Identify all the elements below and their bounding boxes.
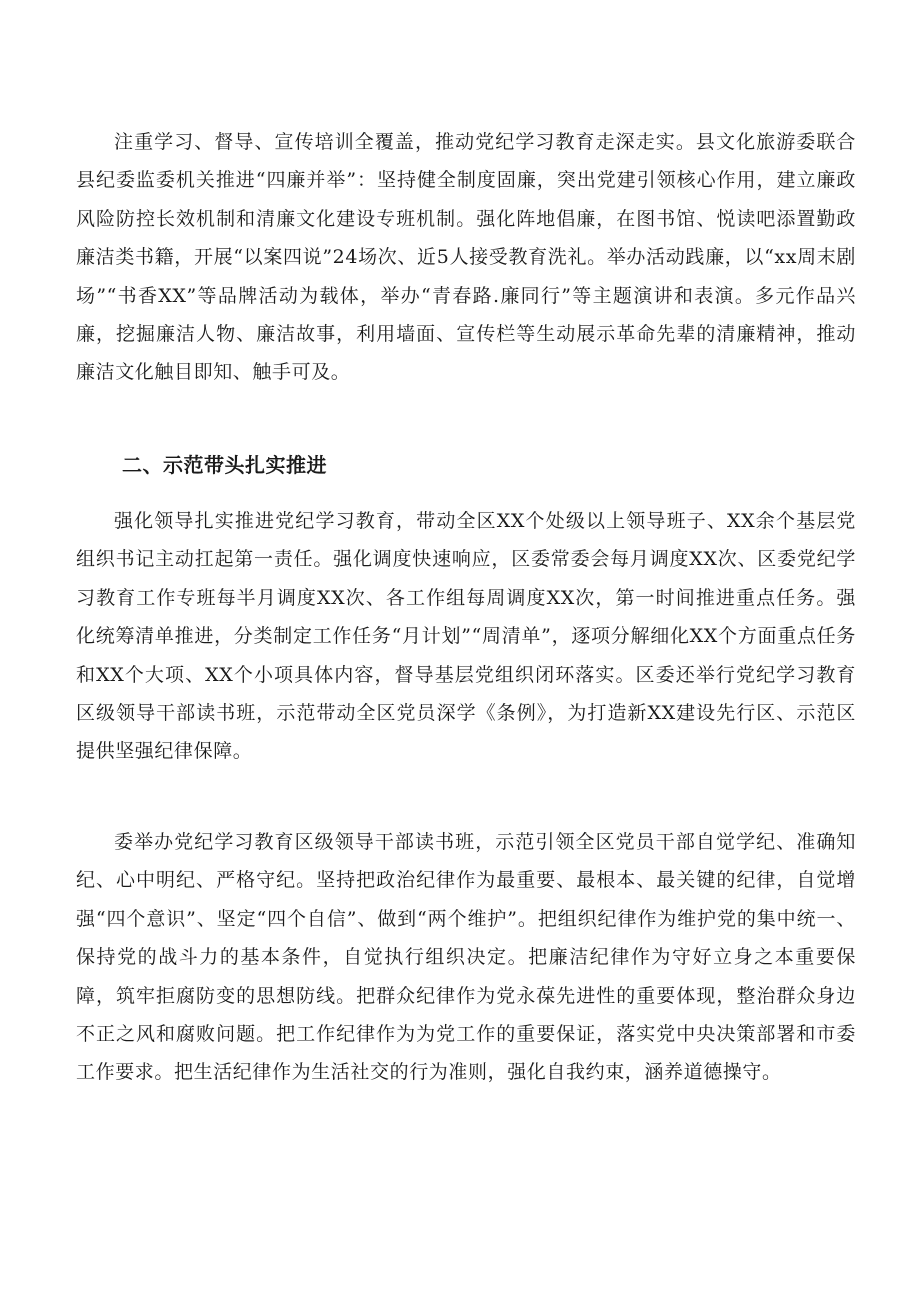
section-heading-2: 二、示范带头扎实推进 [122, 453, 327, 477]
paragraph-culture-tourism: 注重学习、督导、宣传培训全覆盖，推动党纪学习教育走深走实。县文化旅游委联合县纪委监委机关推进“四廉并举”：坚持健全制度固廉，突出党建引领核心作用，建立廉政风险防控长效机制和清廉文化建设专班机制。强化阵地倡廉，在图书馆、悦读吧添置勤政廉洁类书籍，开展“以案四说”24场次、近5人接受教育洗礼。举办活动践廉，以“xx周末剧场”“书香XX”等品牌活动为载体，举办“青春路.廉同行”等主题演讲和表演。多元作品兴廉，挖掘廉洁人物、廉洁故事，利用墙面、宣传栏等生动展示革命先辈的清廉精神，推动廉洁文化触目即知、触手可及。 [76, 131, 856, 384]
paragraph-leadership: 强化领导扎实推进党纪学习教育，带动全区XX个处级以上领导班子、XX余个基层党组织书记主动扛起第一责任。强化调度快速响应，区委常委会每月调度XX次、区委党纪学习教育工作专班每半月调度XX次、各工作组每周调度XX次，第一时间推进重点任务。强化统筹清单推进，分类制定工作任务“月计划”“周清单”，逐项分解细化XX个方面重点任务和XX个大项、XX个小项具体内容，督导基层党组织闭环落实。区委还举行党纪学习教育区级领导干部读书班，示范带动全区党员深学《条例》，为打造新XX建设先行区、示范区提供坚强纪律保障。 [76, 510, 856, 763]
paragraph-discipline: 委举办党纪学习教育区级领导干部读书班，示范引领全区党员干部自觉学纪、准确知纪、心中明纪、严格守纪。坚持把政治纪律作为最重要、最根本、最关键的纪律，自觉增强“四个意识”、坚定“四个自信”、做到“两个维护”。把组织纪律作为维护党的集中统一、保持党的战斗力的基本条件，自觉执行组织决定。把廉洁纪律作为守好立身之本重要保障，筑牢拒腐防变的思想防线。把群众纪律作为党永葆先进性的重要体现，整治群众身边不正之风和腐败问题。把工作纪律作为为党工作的重要保证，落实党中央决策部署和市委工作要求。把生活纪律作为生活社交的行为准则，强化自我约束，涵养道德操守。 [76, 831, 856, 1084]
